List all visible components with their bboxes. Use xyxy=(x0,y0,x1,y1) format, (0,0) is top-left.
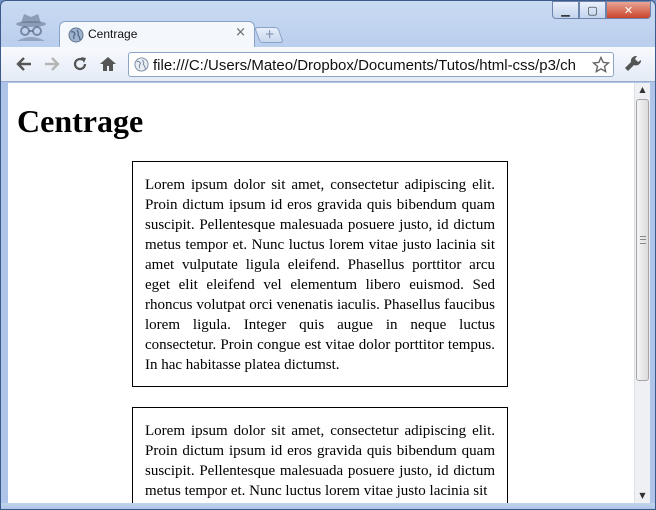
grip-icon xyxy=(640,236,646,244)
forward-button[interactable] xyxy=(41,53,63,75)
home-button[interactable] xyxy=(97,53,119,75)
star-icon[interactable] xyxy=(592,56,610,74)
centered-paragraph-box: Lorem ipsum dolor sit amet, consectetur adipiscing elit. Proin dictum ipsum id eros gravida quis bibendum quam suscipit. Pellentesque malesuada posuere justo, id dictum metus tempor et. Nunc luctus lorem vitae justo lacinia sit xyxy=(132,407,508,503)
globe-icon xyxy=(68,27,84,43)
vertical-scrollbar[interactable] xyxy=(634,83,650,503)
address-bar[interactable] xyxy=(128,52,614,77)
home-icon xyxy=(99,55,117,73)
new-tab-button[interactable] xyxy=(254,27,284,43)
page-viewport xyxy=(8,83,634,503)
arrow-right-icon xyxy=(43,56,61,72)
url-text[interactable]: file:///C:/Users/Mateo/Dropbox/Documents/Tutos/html-css/p3/ch xyxy=(153,57,576,74)
maximize-button[interactable]: ▢ xyxy=(579,1,606,19)
page-globe-icon xyxy=(134,57,149,72)
page-title: Centrage xyxy=(17,103,144,139)
window-controls xyxy=(552,1,651,21)
incognito-icon xyxy=(13,11,49,41)
reload-button[interactable] xyxy=(69,53,91,75)
plus-icon: + xyxy=(264,27,275,41)
tab-close-icon[interactable]: × xyxy=(235,25,246,40)
centered-paragraph-box: Lorem ipsum dolor sit amet, consectetur adipiscing elit. Proin dictum ipsum id eros gravida quis bibendum quam suscipit. Pellentesque malesuada posuere justo, id dictum metus tempor et. Nunc luctus lorem vitae justo lacinia sit amet vulputate ligula eleifend. Phasellus porttitor arcu eget elit eleifend vel elementum libero euismod. Sed rhoncus volutpat orci venenatis iaculis. Phasellus faucibus lorem ligula. Integer quis augue in neque luctus consectetur. Proin congue est vitae dolor porttitor tempus. In hac habitasse platea dictumst. xyxy=(132,161,508,387)
scrollbar-thumb[interactable] xyxy=(636,99,649,381)
tab-title: Centrage xyxy=(88,27,138,41)
close-window-button[interactable]: ✕ xyxy=(606,1,651,19)
back-button[interactable] xyxy=(13,53,35,75)
toolbar xyxy=(1,47,656,82)
minimize-button[interactable]: ▁ xyxy=(552,1,579,19)
wrench-icon[interactable] xyxy=(623,54,643,74)
reload-icon xyxy=(71,55,89,73)
tab-centrage[interactable] xyxy=(59,21,255,47)
scroll-down-icon[interactable]: ▼ xyxy=(639,491,646,500)
window-frame-bottom xyxy=(1,503,656,510)
arrow-left-icon xyxy=(15,56,33,72)
scroll-up-icon[interactable]: ▲ xyxy=(639,85,646,94)
